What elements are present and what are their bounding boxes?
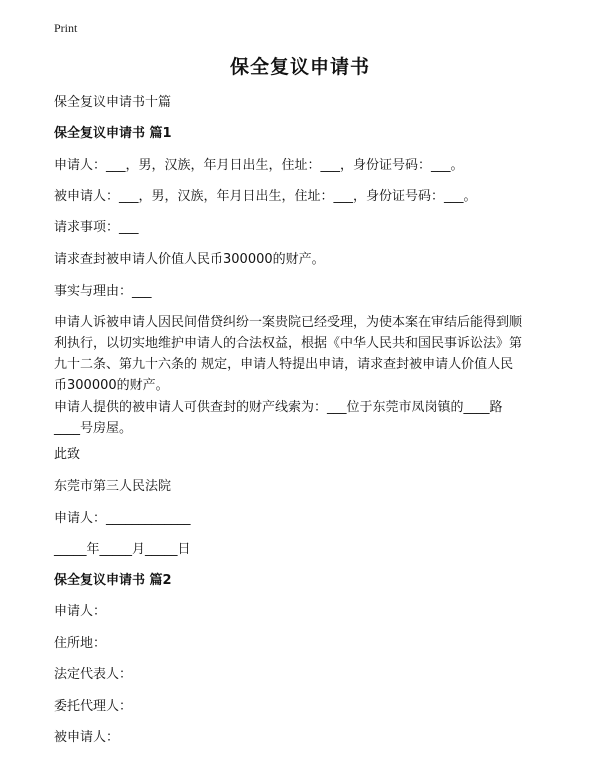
applicant-line: 申请人：___，男，汉族，年月日出生，住址：___，身份证号码：___。 — [54, 158, 464, 173]
respondent-label: 被申请人： — [54, 730, 120, 745]
facts-line: 币300000的财产。 — [54, 378, 169, 393]
facts-line: 申请人诉被申请人因民间借贷纠纷一案贵院已经受理，为使本案在审结后能得到顺 — [54, 315, 523, 330]
agent-label: 委托代理人： — [54, 699, 133, 714]
respondent-line: 被申请人：___，男，汉族，年月日出生，住址：___，身份证号码：___。 — [54, 189, 477, 204]
applicant-label: 申请人： — [54, 604, 107, 619]
section-heading-1: 保全复议申请书 篇1 — [54, 126, 172, 141]
page-title: 保全复议申请书 — [229, 56, 370, 78]
closing-text: 此致 — [54, 447, 81, 462]
signature-line: 申请人：_____________ — [54, 511, 191, 526]
property-paragraph — [54, 397, 549, 439]
facts-line: 利执行，以切实地维护申请人的合法权益，根据《中华人民共和国民事诉讼法》第 — [54, 336, 523, 351]
document-subtitle: 保全复议申请书十篇 — [54, 95, 172, 110]
facts-label: 事实与理由：___ — [54, 284, 152, 299]
legal-rep-label: 法定代表人： — [54, 667, 133, 682]
court-name: 东莞市第三人民法院 — [54, 479, 172, 494]
residence-label: 住所地： — [54, 636, 107, 651]
section-heading-2: 保全复议申请书 篇2 — [54, 573, 172, 588]
print-link[interactable]: Print — [54, 21, 78, 35]
facts-paragraph — [54, 312, 549, 396]
claims-label: 请求事项：___ — [54, 220, 139, 235]
claims-text: 请求查封被申请人价值人民币300000的财产。 — [54, 252, 325, 267]
property-line: ____号房屋。 — [54, 421, 133, 436]
property-line: 申请人提供的被申请人可供查封的财产线索为：___位于东莞市凤岗镇的____路 — [54, 400, 503, 415]
facts-line: 九十二条、第九十六条的 规定，申请人特提出申请，请求查封被申请人价值人民 — [54, 357, 514, 372]
date-line: _____年_____月_____日 — [54, 542, 191, 557]
